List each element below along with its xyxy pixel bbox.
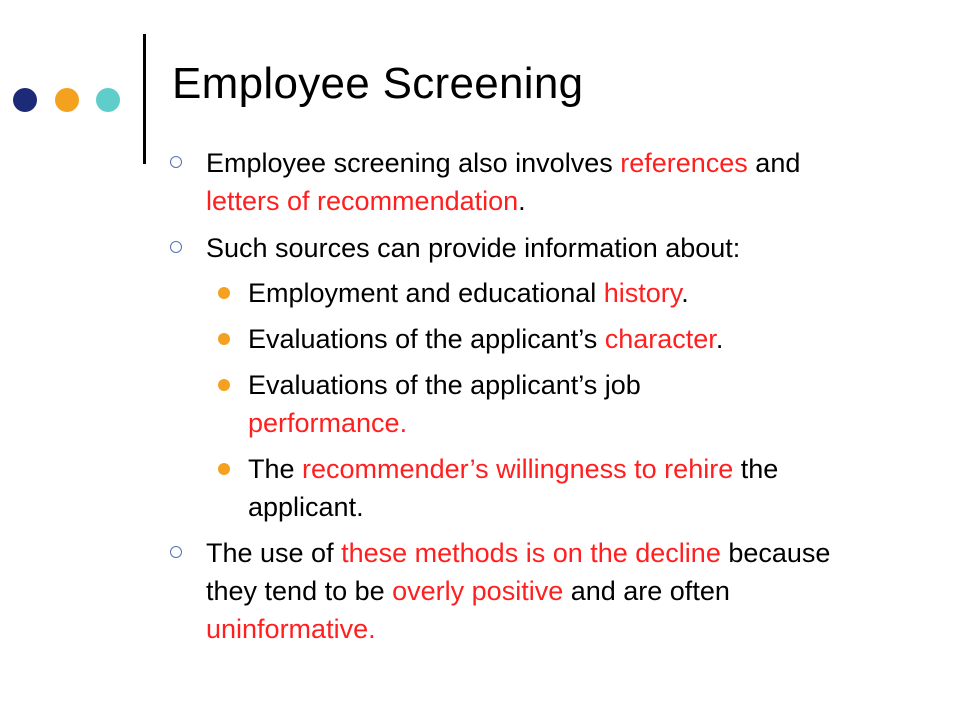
orange-dot-icon bbox=[55, 88, 79, 112]
filled-bullet-icon bbox=[218, 379, 230, 391]
navy-dot-icon bbox=[13, 88, 37, 112]
teal-dot-icon bbox=[96, 88, 120, 112]
subbullet-performance: Evaluations of the applicant’s job performance. bbox=[248, 366, 768, 442]
subbullet-rehire: The recommender’s willingness to rehire the applicant. bbox=[248, 450, 888, 526]
slide-title: Employee Screening bbox=[172, 59, 584, 108]
bullet-sources: Such sources can provide information about: bbox=[206, 229, 886, 267]
filled-bullet-icon bbox=[218, 287, 230, 299]
hollow-bullet-icon bbox=[170, 156, 182, 168]
hollow-bullet-icon bbox=[170, 241, 182, 253]
subbullet-character: Evaluations of the applicant’s character. bbox=[248, 320, 888, 358]
hollow-bullet-icon bbox=[170, 546, 182, 558]
title-divider bbox=[143, 34, 146, 164]
bullet-decline: The use of these methods is on the decline because they tend to be overly positive and are often uninformative. bbox=[206, 534, 886, 648]
filled-bullet-icon bbox=[218, 463, 230, 475]
subbullet-history: Employment and educational history. bbox=[248, 274, 888, 312]
bullet-references: Employee screening also involves references and letters of recommendation. bbox=[206, 144, 866, 220]
filled-bullet-icon bbox=[218, 333, 230, 345]
